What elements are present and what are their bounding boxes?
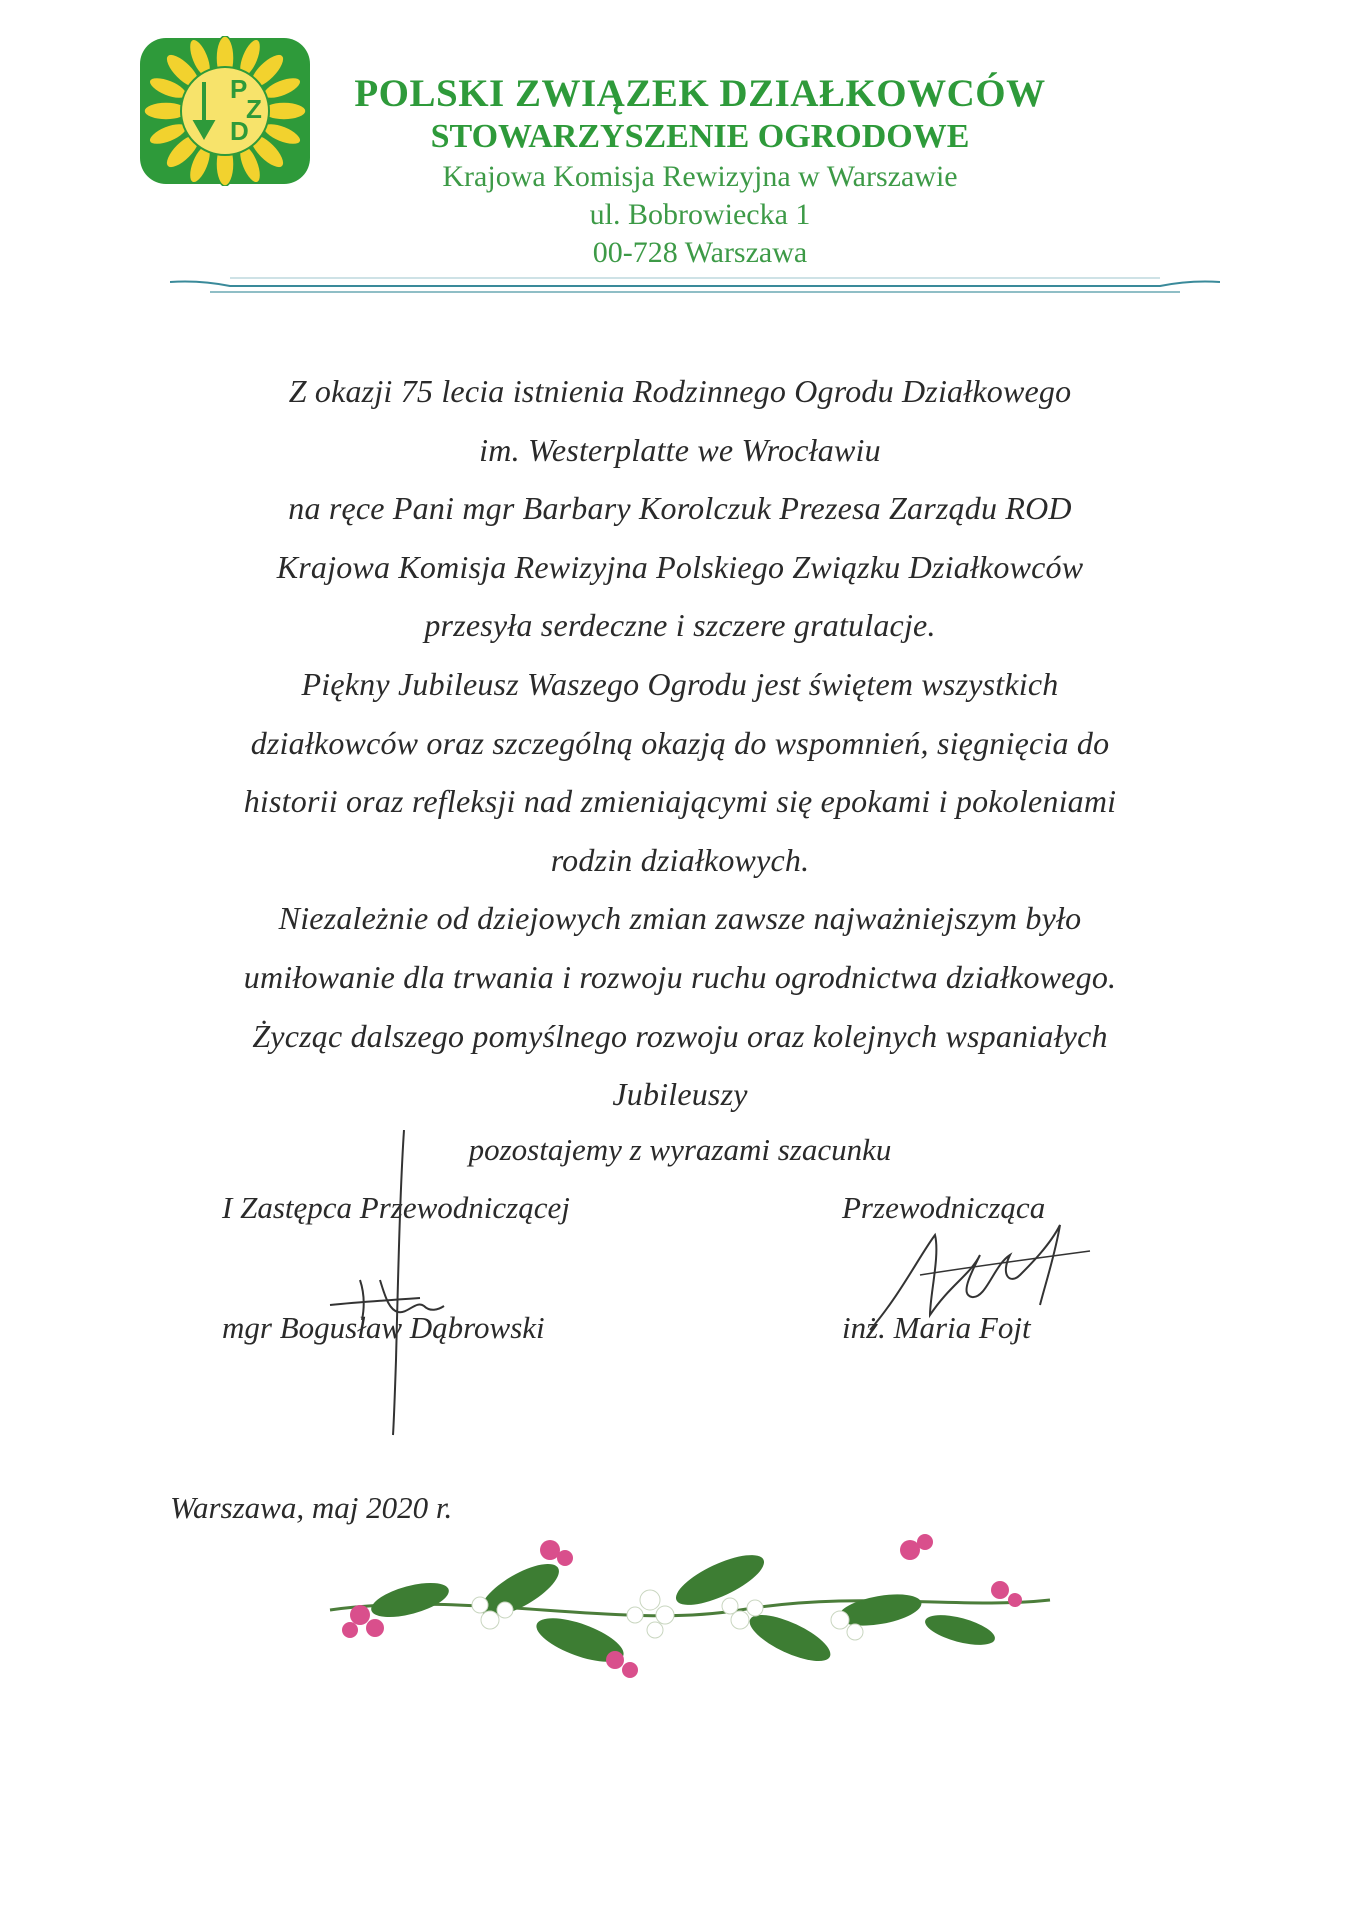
letter-line: Z okazji 75 lecia istnienia Rodzinnego Ogrodu Działkowego — [288, 373, 1072, 409]
letter-date: Warszawa, maj 2020 r. — [170, 1490, 453, 1525]
logo-letter-d: D — [230, 116, 249, 146]
letter-line: Krajowa Komisja Rewizyjna Polskiego Związku Działkowców — [276, 548, 1084, 585]
commission-name: Krajowa Komisja Rewizyjna w Warszawie — [442, 160, 958, 193]
header-divider — [170, 268, 1220, 300]
letter-line: na ręce Pani mgr Barbary Korolczuk Prezesa Zarządu ROD — [288, 490, 1072, 527]
letter-line: im. Westerplatte we Wrocławiu — [479, 431, 881, 468]
right-signatory-title: Przewodnicząca — [842, 1190, 1046, 1225]
letter-line: Życząc dalszego pomyślnego rozwoju oraz kolejnych wspaniałych — [252, 1017, 1108, 1054]
org-subtitle: STOWARZYSZENIE OGRODOWE — [430, 118, 970, 155]
letter-line: historii oraz refleksji nad zmieniającymi się epokami i pokoleniami — [243, 783, 1117, 820]
letter-line: działkowców oraz szczególną okazją do wspomnień, sięgnięcia do — [250, 724, 1110, 761]
letter-line: Jubileuszy — [612, 1076, 748, 1113]
logo-letter-z: Z — [246, 94, 262, 124]
floral-decoration-icon — [320, 1520, 1060, 1700]
letter-body — [150, 362, 1210, 1124]
letter-line: Niezależnie od dziejowych zmian zawsze najważniejszym było — [278, 900, 1082, 937]
address-street: ul. Bobrowiecka 1 — [589, 198, 811, 231]
left-signature-scribble — [320, 1130, 460, 1440]
address-city: 00-728 Warszawa — [592, 236, 808, 269]
pzd-logo-icon — [138, 36, 312, 186]
right-signature-scribble — [860, 1215, 1100, 1345]
letterhead — [340, 72, 1060, 272]
left-signatory-title: I Zastępca Przewodniczącej — [222, 1190, 570, 1225]
letter-line: przesyła serdeczne i szczere gratulacje. — [424, 607, 936, 644]
letter-line: Piękny Jubileusz Waszego Ogrodu jest świętem wszystkich — [301, 665, 1059, 702]
right-signatory-name: inż. Maria Fojt — [842, 1310, 1031, 1345]
letter-line: rodzin działkowych. — [550, 841, 810, 878]
logo-letter-p: P — [230, 74, 248, 104]
closing-phrase: pozostajemy z wyrazami szacunku — [468, 1132, 892, 1167]
org-name: POLSKI ZWIĄZEK DZIAŁKOWCÓW — [354, 72, 1046, 115]
left-signatory-name: mgr Bogusław Dąbrowski — [222, 1310, 545, 1345]
letter-line: umiłowanie dla trwania i rozwoju ruchu ogrodnictwa działkowego. — [243, 958, 1117, 995]
